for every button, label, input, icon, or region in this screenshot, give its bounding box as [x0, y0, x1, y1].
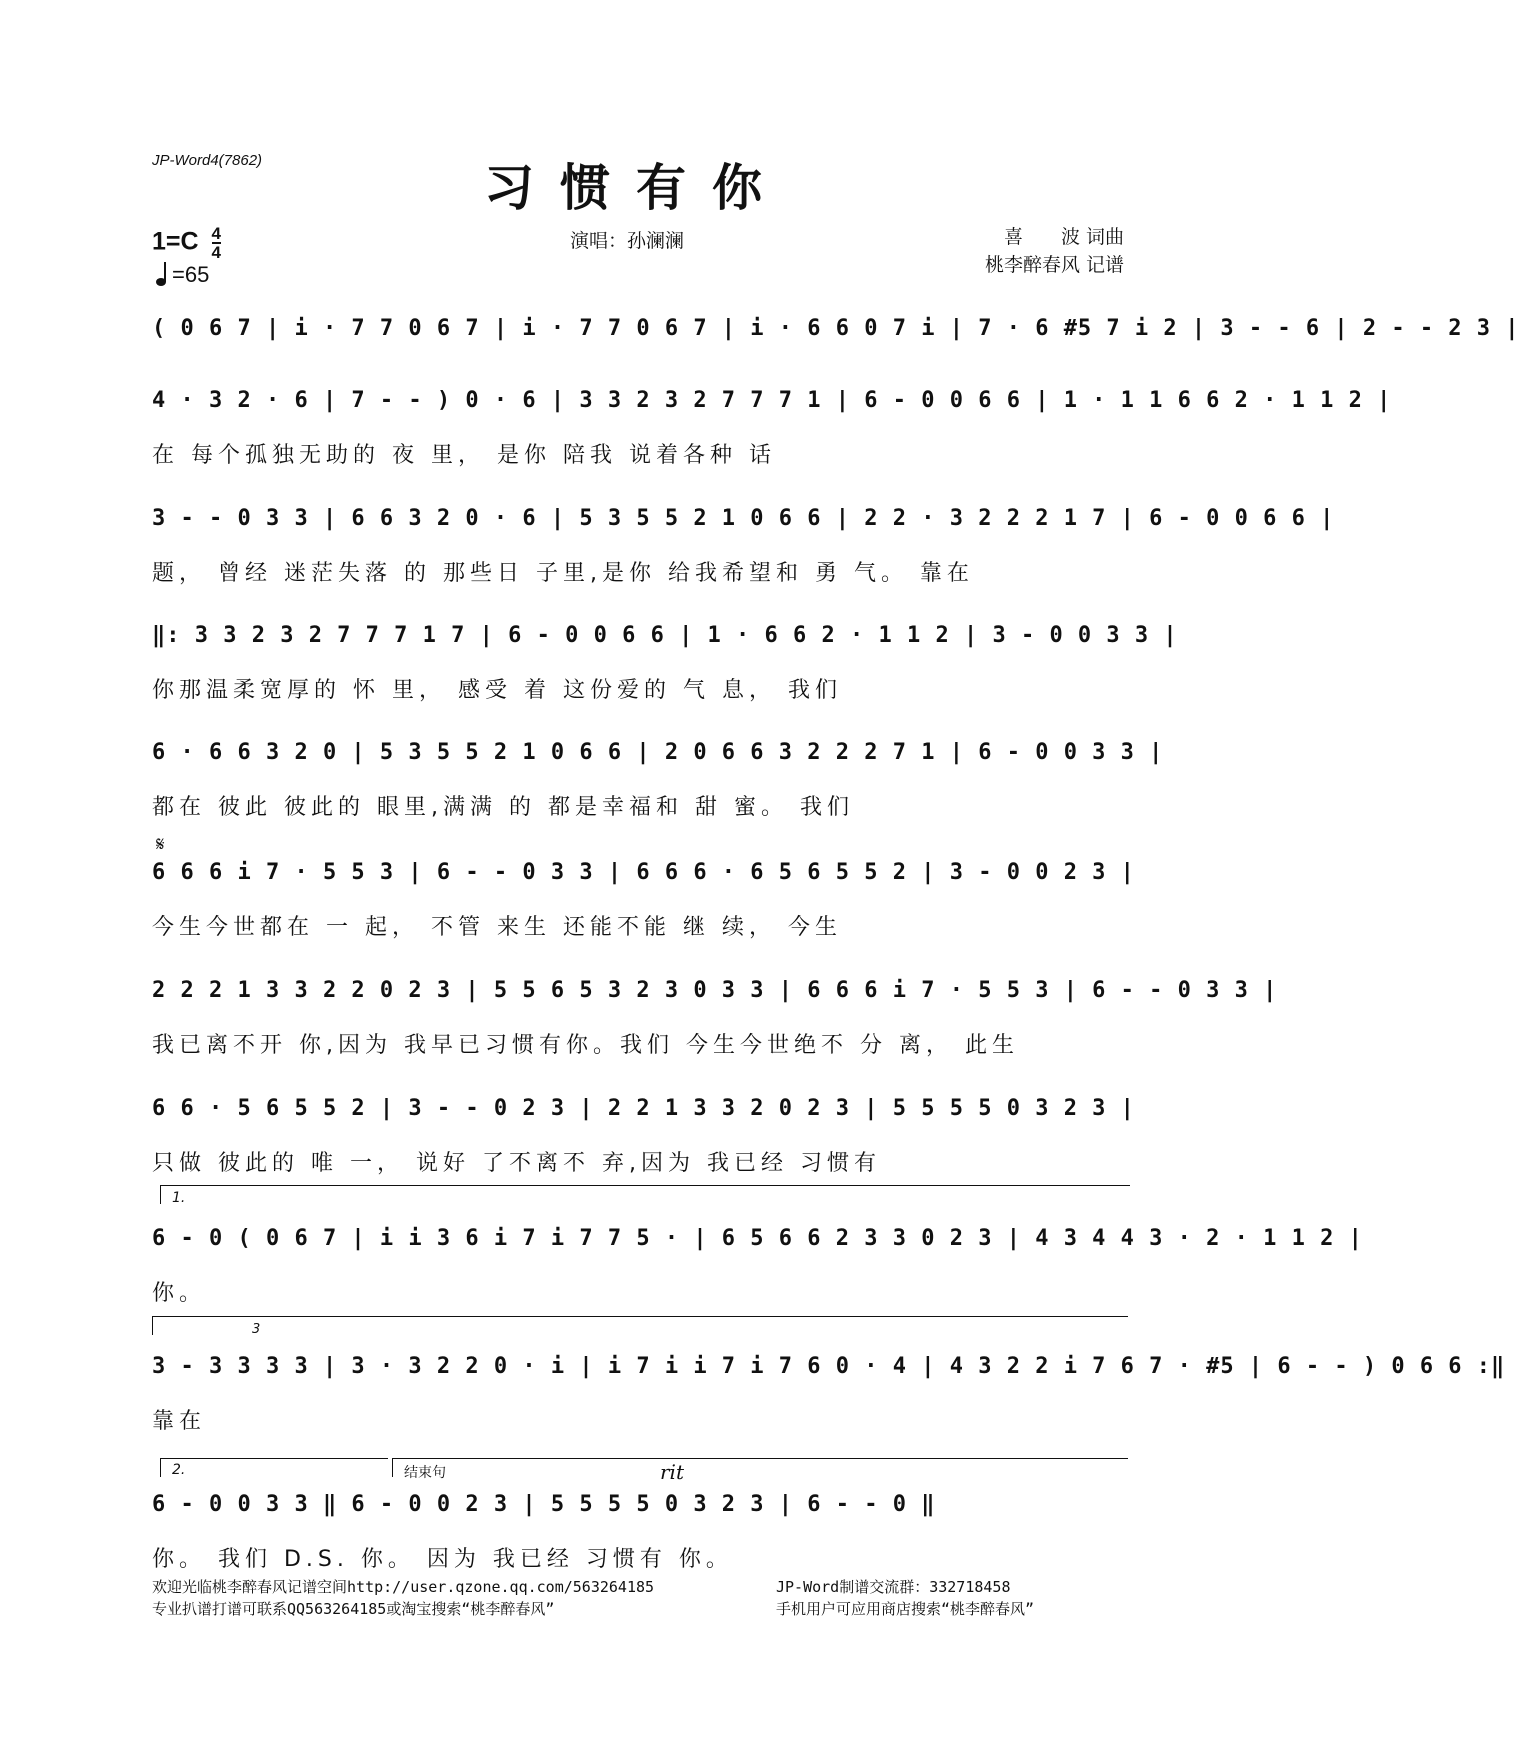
notation-text: 6 - 0 0 3 3 ‖ 6 - 0 0 2 3 | 5 5 5 5 0 3 2 3 | 6 - - 0 ‖ — [152, 1492, 936, 1517]
first-ending-bracket — [160, 1185, 1130, 1186]
triplet-mark: 3 — [252, 1322, 261, 1337]
footer-app: 手机用户可应用商店搜索“桃李醉春风” — [776, 1600, 1035, 1618]
time-signature — [212, 225, 221, 261]
notation-text: 6 6 6 i 7 · 5 5 3 | 6 - - 0 3 3 | 6 6 6 · 6 5 6 5 5 2 | 3 - 0 0 2 3 | — [152, 860, 1135, 885]
footer-line — [152, 1576, 1132, 1598]
notation-text: 3 - - 0 3 3 | 6 6 3 2 0 · 6 | 5 3 5 5 2 1 0 6 6 | 2 2 · 3 2 2 2 1 7 | 6 - 0 0 6 6 | — [152, 506, 1335, 531]
notation-text: ‖: 3 3 2 3 2 7 7 7 1 7 | 6 - 0 0 6 6 | 1 · 6 6 2 · 1 1 2 | 3 - 0 0 3 3 | — [152, 623, 1178, 648]
coda-label: 结束句 — [404, 1465, 446, 1481]
time-top: 4 — [211, 224, 221, 243]
lyric-line: 我已离不开 你,因为 我早已习惯有你。我们 今生今世绝不 分 离， 此生 — [152, 1033, 1019, 1058]
lyric-line: 今生今世都在 一 起， 不管 来生 还能不能 继 续， 今生 — [152, 915, 842, 940]
score-row — [152, 1346, 1506, 1462]
score-row — [152, 615, 1178, 731]
lyric-line: 你。 我们 D.S. 你。 因为 我已经 习惯有 你。 — [152, 1547, 733, 1572]
rit-mark: rit — [660, 1460, 684, 1484]
transcriber-credit: 桃李醉春风 记谱 — [984, 254, 1124, 276]
notation-text: 2 2 2 1 3 3 2 2 0 2 3 | 5 5 6 5 3 2 3 0 3 3 | 6 6 6 i 7 · 5 5 3 | 6 - - 0 3 3 | — [152, 978, 1278, 1003]
notation-line — [152, 1346, 1506, 1390]
notation-text: 3 - 3 3 3 3 | 3 · 3 2 2 0 · i | i 7 i i 7 i 7 6 0 · 4 | 4 3 2 2 i 7 6 7 · #5 | 6 - - ) 0 6 6 :‖ — [152, 1354, 1506, 1379]
score-row — [152, 1088, 1135, 1204]
first-ending-bracket-continued — [152, 1316, 1128, 1317]
footer-website: 欢迎光临桃李醉春风记谱空间http://user.qzone.qq.com/563264185 — [152, 1578, 655, 1596]
notation-text: 4 · 3 2 · 6 | 7 - - ) 0 · 6 | 3 3 2 3 2 7 7 7 1 | 6 - 0 0 6 6 | 1 · 1 1 6 6 2 · 1 1 2 | — [152, 388, 1392, 413]
score-row — [152, 380, 1392, 496]
lyric-line: 你。 — [152, 1281, 207, 1306]
second-ending-bracket — [160, 1458, 388, 1459]
score-row — [152, 732, 1164, 848]
second-ending-label: 2. — [172, 1462, 186, 1478]
footer-contact: 专业扒谱打谱可联系QQ563264185或淘宝搜索“桃李醉春风” — [152, 1600, 555, 1618]
singer-credit: 演唱：孙澜澜 — [570, 230, 685, 252]
notation-line — [152, 380, 1392, 424]
footer-line — [152, 1598, 1132, 1620]
key-signature — [152, 225, 221, 261]
lyric-line: 靠在 — [152, 1409, 207, 1434]
notation-line — [152, 970, 1278, 1014]
lyric-line: 在 每个孤独无助的 夜 里， 是你 陪我 说着各种 话 — [152, 443, 776, 468]
notation-line — [152, 1218, 1363, 1262]
lyric-line: 都在 彼此 彼此的 眼里,满满 的 都是幸福和 甜 蜜。 我们 — [152, 795, 854, 820]
notation-text: 6 - 0 ( 0 6 7 | i i 3 6 i 7 i 7 7 5 · | 6 5 6 6 2 3 3 0 2 3 | 4 3 4 4 3 · 2 · 1 1 2 | — [152, 1226, 1363, 1251]
score-row — [152, 970, 1278, 1086]
notation-line — [152, 308, 1520, 352]
segno-mark: 𝄋 — [156, 832, 165, 856]
notation-line — [152, 615, 1178, 659]
software-label: JP-Word4(7862) — [152, 152, 263, 169]
tempo-value: =65 — [172, 262, 210, 287]
notation-line — [152, 732, 1164, 776]
coda-bracket — [392, 1458, 1128, 1459]
key-label: 1=C — [152, 227, 199, 256]
lyric-line: 题， 曾经 迷茫失落 的 那些日 子里,是你 给我希望和 勇 气。 靠在 — [152, 561, 974, 586]
page-title: 习惯有你 — [484, 158, 788, 217]
score-row — [152, 852, 1135, 968]
notation-line — [152, 498, 1335, 542]
notation-text: 6 6 · 5 6 5 5 2 | 3 - - 0 2 3 | 2 2 1 3 3 2 0 2 3 | 5 5 5 5 0 3 2 3 | — [152, 1096, 1135, 1121]
lyric-line: 你那温柔宽厚的 怀 里， 感受 着 这份爱的 气 息， 我们 — [152, 678, 842, 703]
footer-group: JP-Word制谱交流群：332718458 — [776, 1578, 1011, 1596]
tempo-mark — [156, 262, 209, 288]
notation-line — [152, 1088, 1135, 1132]
quarter-note-icon — [156, 278, 166, 286]
first-ending-label: 1. — [172, 1190, 186, 1206]
score-row — [152, 498, 1335, 614]
notation-line — [152, 1484, 1128, 1528]
time-bottom: 4 — [211, 243, 221, 262]
notation-text: 6 · 6 6 3 2 0 | 5 3 5 5 2 1 0 6 6 | 2 0 6 6 3 2 2 2 7 1 | 6 - 0 0 3 3 | — [152, 740, 1164, 765]
composer-credit: 喜 波 词曲 — [1003, 226, 1124, 248]
notation-text: ( 0 6 7 | i · 7 7 0 6 7 | i · 7 7 0 6 7 | i · 6 6 0 7 i | 7 · 6 #5 7 i 2 | 3 - - 6 | 2 - - 2 3 | — [152, 316, 1520, 341]
footer — [152, 1576, 1132, 1620]
lyric-line: 只做 彼此的 唯 一， 说好 了不离不 弃,因为 我已经 习惯有 — [152, 1151, 881, 1176]
notation-line — [152, 852, 1135, 896]
